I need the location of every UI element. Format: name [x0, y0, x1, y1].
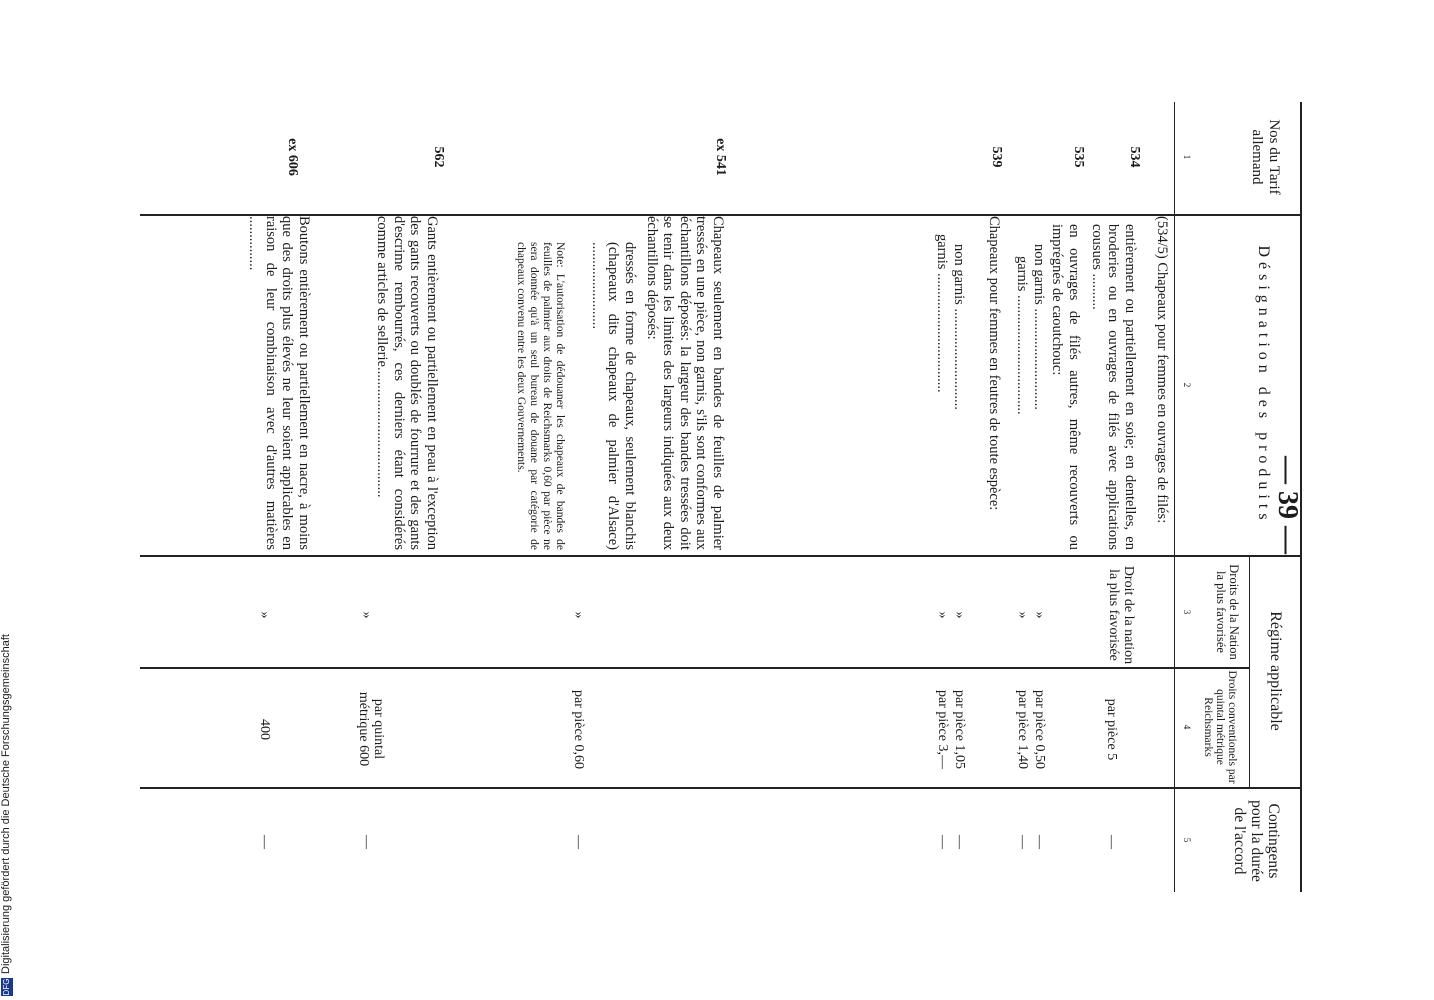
row-535b-desc: garnis ................................. [1014, 256, 1030, 415]
row-534-5-heading: (534/5) Chapeaux pour femmes en ouvrages de filés: [1154, 216, 1170, 524]
digitization-credit [0, 6, 14, 996]
col-divider-2 [140, 555, 1302, 557]
row-539a-rate: par pièce 1,05 [952, 690, 967, 769]
row-541a-nation: » [571, 611, 586, 619]
row-562-rate: par quintal métrique 600 [356, 691, 386, 767]
row-606-desc: Boutons entièrement ou partiellement en nacre, à moins que des droits plus élevés ne leur soient applicables en raison de leur combinaison avec d'autres matières ............... [246, 216, 312, 550]
column-number-5: 5 [1182, 837, 1192, 843]
row-535-desc: en ouvrages de filés autres, même recouverts ou imprégnés de caoutchouc: [1049, 224, 1082, 550]
row-541a-contingent: — [571, 835, 586, 849]
header-bottom-rule [1174, 102, 1175, 892]
row-539b-nation: » [935, 611, 950, 619]
page-number: — 39 — [1272, 456, 1303, 554]
row-535b-contingent: — [1015, 835, 1030, 849]
row-539a-nation: » [952, 611, 967, 619]
row-535a-rate: par pièce 0,50 [1032, 690, 1047, 769]
dfg-logo: DFG [2, 978, 11, 996]
col-divider-3 [140, 667, 1250, 669]
tarif-ex-606: ex 606 [285, 138, 300, 176]
header-regime: Régime applicable [1267, 611, 1284, 731]
column-number-3: 3 [1182, 609, 1192, 615]
row-534-rate: par pièce 5 [1104, 698, 1119, 761]
row-535a-desc: non garnis ............................ [1031, 244, 1047, 410]
row-534-desc: entièrement ou partiellement en soie; en dentelles, en broderies ou en ouvrages de filés avec applications cousues .......... [1089, 224, 1138, 550]
header-contingents: Contingents pour la durée de l'accord [1231, 800, 1282, 882]
header-nation: Droits de la Nation la plus favorisée [1214, 564, 1241, 660]
row-541-note: Note: L'autorisation de dédouaner les chapeaux de bandes de feuilles de palmier aux droits de Reichsmarks 0,60 par pièce ne sera donnée qu'à un seul bureau de douane par catégorie de chapeaux convenu entre les deux Gouvernements. [515, 242, 566, 550]
row-534-nation: Droit de la nation la plus favorisée [1106, 565, 1136, 665]
table-top-rule [1300, 102, 1302, 892]
credit-text: Digitalisierung gefördert durch die Deutsche Forschungsgemeinschaft [0, 634, 12, 974]
tarif-ex-541: ex 541 [713, 138, 728, 176]
row-541-desc: Chapeaux seulement en bandes de feuilles de palmier tressés en une pièce, non garnis, s'ils sont conformes aux échantillons déposés: la largeur des bandes tressées doit se tenir dans les limites des largeurs indiquées aux deux échantillons déposés: [644, 216, 726, 550]
row-539b-desc: garnis ................................. [934, 234, 950, 393]
row-539b-rate: par pièce 3,— [935, 690, 950, 769]
row-535a-contingent: — [1032, 835, 1047, 849]
tarif-534: 534 [1127, 146, 1142, 168]
row-562-nation: » [359, 611, 374, 619]
header-designation: Désignation des produits [1255, 245, 1272, 525]
col-divider-4 [140, 787, 1302, 789]
row-535a-nation: » [1032, 611, 1047, 619]
tarif-562: 562 [431, 146, 446, 168]
header-conventionels: Droits conventionels par quintal métrique Reichsmarks [1202, 670, 1238, 784]
row-562-contingent: — [359, 835, 374, 849]
row-541a-desc: dressés en forme de chapeaux, seulement blanchis (chapeaux dits chapeaux de palmier d'Alsace) ........................ [589, 242, 638, 550]
tarif-535: 535 [1071, 146, 1086, 168]
row-562-desc: Gants entièrement ou partiellement en peau à l'exception des gants recouverts ou doublés de fourrure et des gants d'escrime rembourrés, ces derniers étant considérés comme articles de sellerie.................................... [374, 216, 440, 550]
column-number-2: 2 [1182, 382, 1192, 388]
row-539a-contingent: — [952, 835, 967, 849]
regime-subrule [1249, 557, 1250, 787]
tariff-table [140, 102, 1302, 892]
row-606-nation: » [257, 611, 272, 619]
row-606-contingent: — [257, 835, 272, 849]
column-number-1: 1 [1182, 154, 1192, 160]
row-535b-rate: par pièce 1,40 [1015, 690, 1030, 769]
row-539b-contingent: — [935, 835, 950, 849]
row-539-desc: Chapeaux pour femmes en feutres de toute espèce: [986, 216, 1002, 511]
row-535b-nation: » [1015, 611, 1030, 619]
column-number-4: 4 [1182, 724, 1192, 730]
row-534-contingent: — [1104, 835, 1119, 849]
row-539a-desc: non garnis ............................ [951, 244, 967, 410]
row-541a-rate: par pièce 0,60 [571, 690, 586, 769]
row-606-rate: 400 [257, 719, 272, 740]
tarif-539: 539 [989, 146, 1004, 168]
header-tarif: Nos du Tarif allemand [1249, 119, 1282, 195]
